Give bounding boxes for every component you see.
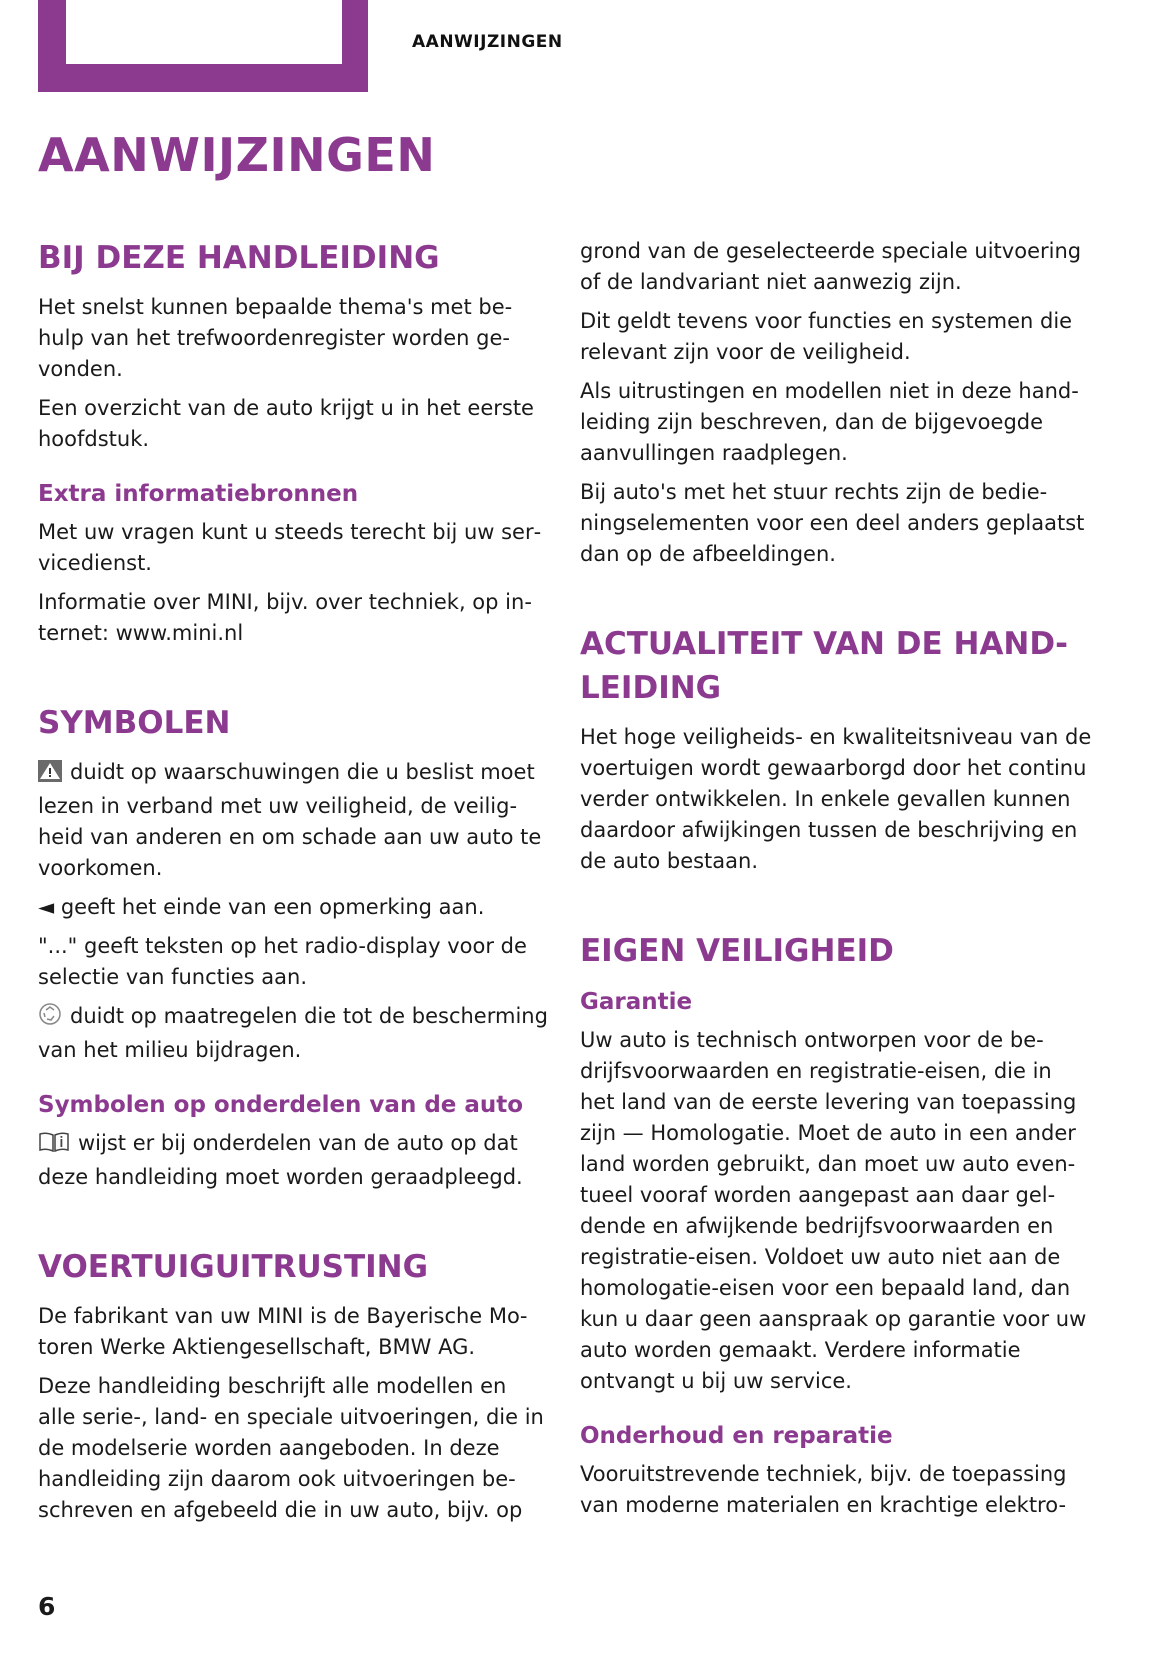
subheading-symbolen-onderdelen: Symbolen op onderdelen van de auto bbox=[38, 1092, 524, 1118]
paragraph: "..." geeft teksten op het radio-display voor de selectie van functies aan. bbox=[38, 934, 527, 989]
section-heading-voertuig: VOERTUIGUITRUSTING bbox=[38, 1249, 429, 1285]
chapter-tab-window bbox=[66, 0, 342, 64]
paragraph-warning bbox=[38, 757, 550, 884]
subheading-garantie: Garantie bbox=[580, 989, 693, 1015]
paragraph: Met uw vragen kunt u steeds terecht bij uw servicedienst. bbox=[38, 520, 542, 575]
page-title: AANWIJZINGEN bbox=[38, 128, 436, 182]
manual-book-icon bbox=[38, 1131, 70, 1162]
paragraph: Bij auto's met het stuur rechts zijn de bedieningselementen voor een deel anders geplaatst dan op de afbeeldingen. bbox=[580, 480, 1085, 566]
paragraph: De fabrikant van uw MINI is de Bayerische Motoren Werke Aktiengesellschaft, BMW AG. bbox=[38, 1304, 528, 1359]
environment-text: duidt op maatregelen die tot de bescherming van het milieu bijdragen. bbox=[38, 1004, 548, 1062]
subheading-onderhoud: Onderhoud en reparatie bbox=[580, 1423, 893, 1449]
left-column bbox=[38, 236, 550, 1534]
section-heading-bij-deze: BIJ DEZE HANDLEIDING bbox=[38, 240, 440, 276]
paragraph: Een overzicht van de auto krijgt u in het eerste hoofdstuk. bbox=[38, 396, 534, 451]
manual-text: wijst er bij onderdelen van de auto op dat deze handleiding moet worden geraadpleegd. bbox=[38, 1131, 523, 1189]
subheading-extra: Extra informatiebronnen bbox=[38, 481, 359, 507]
right-column bbox=[580, 236, 1092, 1529]
chapter-tab bbox=[38, 0, 368, 92]
paragraph: Deze handleiding beschrijft alle modellen en alle serie-, land- en speciale uitvoeringen, die in de modelserie worden aangeboden. In deze handleiding zijn daarom ook uitvoeringen beschreven en afgebeeld die in uw auto, bijv. op bbox=[38, 1374, 544, 1522]
warning-text: duidt op waarschuwingen die u beslist moet lezen in verband met uw veiligheid, de veiligheid van anderen en om schade aan uw auto te voorkomen. bbox=[38, 760, 542, 880]
paragraph-manual bbox=[38, 1128, 550, 1193]
paragraph: grond van de geselecteerde speciale uitvoering of de landvariant niet aanwezig zijn. bbox=[580, 239, 1082, 294]
paragraph: Informatie over MINI, bijv. over techniek, op internet: www.mini.nl bbox=[38, 590, 532, 645]
section-heading-actualiteit: ACTUALITEIT VAN DE HANDLEIDING bbox=[580, 626, 1068, 706]
warning-triangle-icon bbox=[38, 760, 62, 791]
page-number: 6 bbox=[38, 1592, 56, 1621]
paragraph: Vooruitstrevende techniek, bijv. de toepassing van moderne materialen en krachtige elektro- bbox=[580, 1462, 1067, 1517]
paragraph: ◄ geeft het einde van een opmerking aan. bbox=[38, 895, 485, 919]
paragraph-environment bbox=[38, 1001, 550, 1066]
paragraph: Uw auto is technisch ontworpen voor de bedrijfsvoorwaarden en registratie-eisen, die in het land van de eerste levering van toepassing zijn — Homologatie. Moet de auto in een ander land worden gebruikt, dan moet uw auto eventueel vooraf worden aangepast aan daar geldende en afwijkende bedrijfsvoorwaarden en registratie-eisen. Voldoet uw auto niet aan de homologatie-eisen voor een bepaald land, dan kun u daar geen aanspraak op garantie voor uw auto worden gemaakt. Verdere informatie ontvangt u bij uw service. bbox=[580, 1028, 1087, 1393]
section-heading-symbolen: SYMBOLEN bbox=[38, 705, 231, 741]
paragraph: Het snelst kunnen bepaalde thema's met behulp van het trefwoordenregister worden gevonden. bbox=[38, 295, 513, 381]
paragraph: Dit geldt tevens voor functies en systemen die relevant zijn voor de veiligheid. bbox=[580, 309, 1073, 364]
running-header: AANWIJZINGEN bbox=[412, 32, 563, 52]
recycle-icon bbox=[38, 1002, 62, 1035]
paragraph: Als uitrustingen en modellen niet in deze handleiding zijn beschreven, dan de bijgevoegde aanvullingen raadplegen. bbox=[580, 379, 1079, 465]
paragraph: Het hoge veiligheids- en kwaliteitsniveau van de voertuigen wordt gewaarborgd door het continu verder ontwikkelen. In enkele gevallen kunnen daardoor afwijkingen tussen de beschrijving en de auto bestaan. bbox=[580, 725, 1092, 873]
section-heading-eigen: EIGEN VEILIGHEID bbox=[580, 933, 894, 969]
